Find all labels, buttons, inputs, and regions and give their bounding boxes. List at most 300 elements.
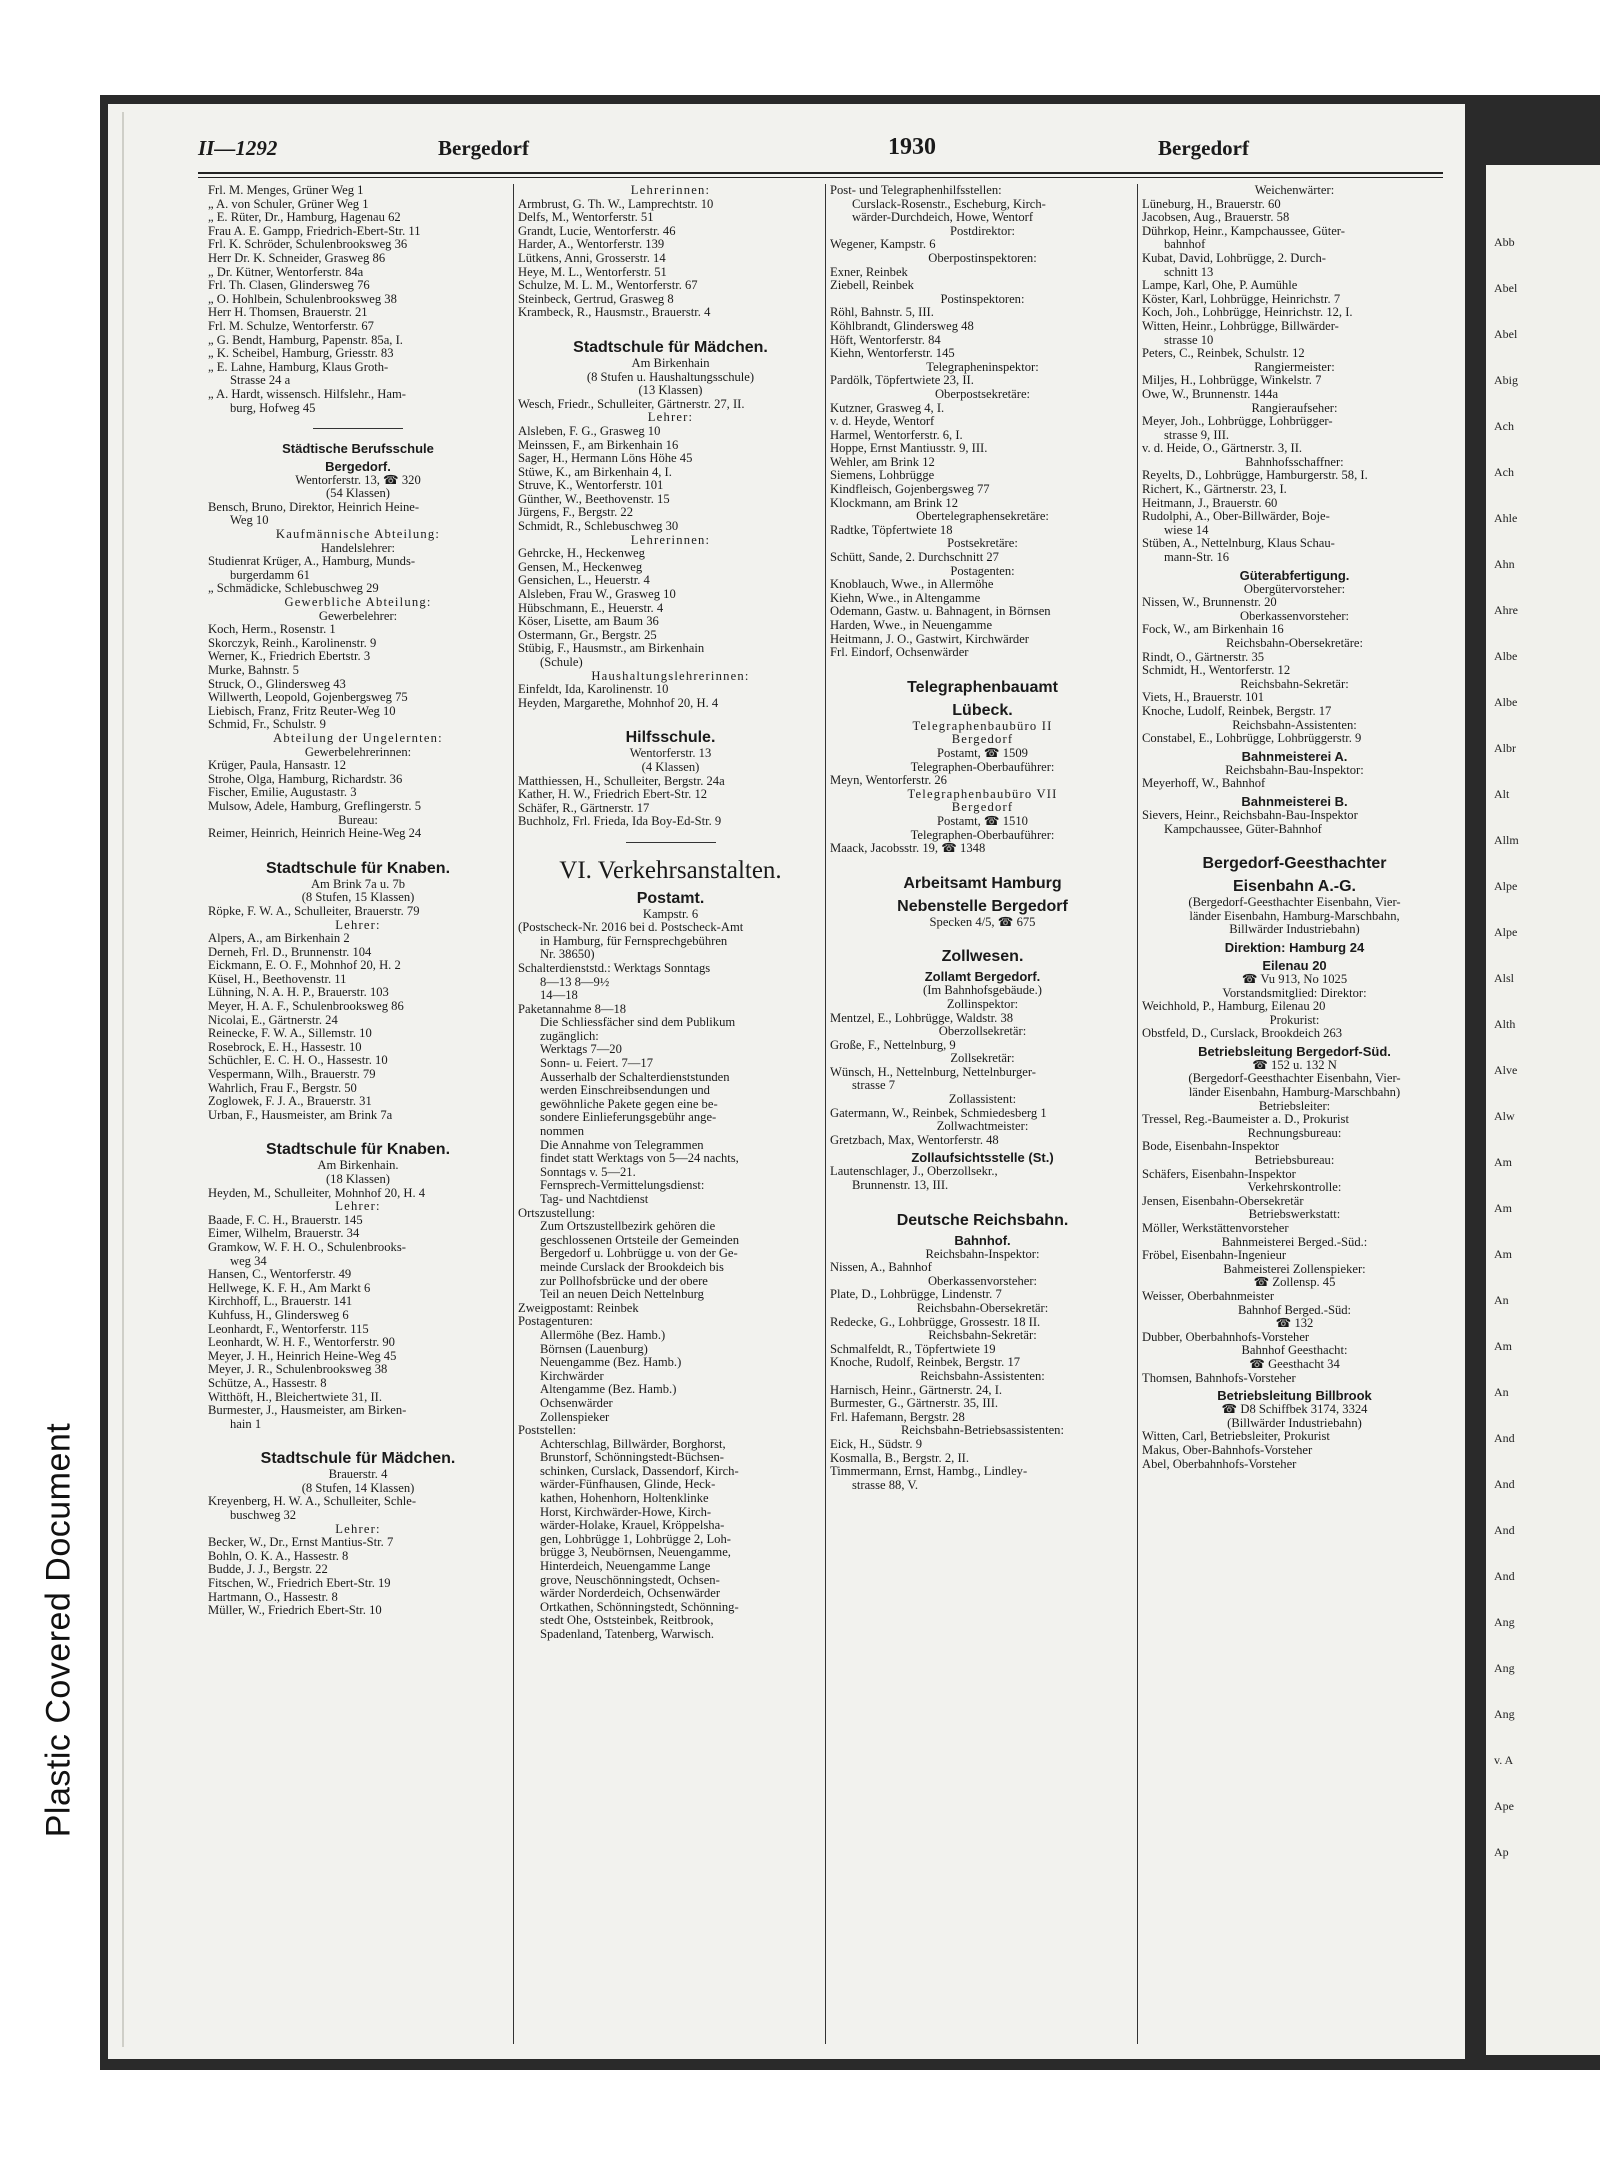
next-page-fragment: Allm xyxy=(1494,833,1519,847)
entry-line: Jürgens, F., Bergstr. 22 xyxy=(518,506,634,520)
centered-line: Postsekretäre: xyxy=(947,537,1018,551)
entry-line: „ G. Bendt, Hamburg, Papenstr. 85a, I. xyxy=(208,333,403,347)
entry-line: Heye, M. L., Wentorferstr. 51 xyxy=(518,265,667,279)
entry-line: Schäfers, Eisenbahn-Inspektor xyxy=(1142,1167,1296,1181)
next-page-fragment: And xyxy=(1494,1523,1515,1537)
entry-line: Hartmann, O., Hassestr. 8 xyxy=(208,1590,338,1604)
centered-line: Oberpostinspektoren: xyxy=(928,251,1037,265)
centered-line: Bureau: xyxy=(338,813,378,827)
column-1 xyxy=(208,184,508,2044)
next-page-fragment: Ach xyxy=(1494,465,1514,479)
entry-line: Rindt, O., Gärtnerstr. 35 xyxy=(1142,650,1265,664)
entry-continuation: werden Einschreibsendungen und xyxy=(540,1084,710,1098)
header-rule-thin xyxy=(198,177,1443,178)
centered-line: Postinspektoren: xyxy=(940,292,1025,306)
entry-continuation: Ortkathen, Schönningstedt, Schönning- xyxy=(540,1600,739,1614)
entry-line: Gretzbach, Max, Wentorferstr. 48 xyxy=(830,1133,999,1147)
entry-continuation: Horst, Kirchwärder-Howe, Kirch- xyxy=(540,1505,712,1519)
next-page-fragment: Ahle xyxy=(1494,511,1518,525)
entry-line: Röpke, F. W. A., Schulleiter, Brauerstr. 79 xyxy=(208,904,420,918)
next-page-fragment: An xyxy=(1494,1293,1509,1307)
centered-line: Rangieraufseher: xyxy=(1251,401,1338,415)
centered-line: Am Birkenhain xyxy=(631,356,710,370)
entry-line: Große, F., Nettelnburg, 9 xyxy=(830,1038,956,1052)
entry-line: Leonhardt, W. H. F., Wentorferstr. 90 xyxy=(208,1336,395,1350)
entry-line: Maack, Jacobsstr. 19, ☎ 1348 xyxy=(830,842,986,856)
entry-continuation: 14—18 xyxy=(540,989,578,1003)
centered-line: Postamt, ☎ 1509 xyxy=(937,746,1028,760)
entry-line: Höft, Wentorferstr. 84 xyxy=(830,333,941,347)
entry-line: Witten, Heinr., Lohbrügge, Billwärder- xyxy=(1142,319,1339,333)
section-heading: Stadtschule für Knaben. xyxy=(265,859,451,877)
entry-line: Reinecke, F. W. A., Sillemstr. 10 xyxy=(208,1027,372,1041)
next-page-fragment: And xyxy=(1494,1569,1515,1583)
subsection-heading: Bahnhof. xyxy=(954,1232,1011,1248)
entry-continuation: nommen xyxy=(540,1125,585,1139)
next-page-fragment: Alth xyxy=(1494,1017,1516,1031)
entry-line: Wesch, Friedr., Schulleiter, Gärtnerstr. 27, II. xyxy=(518,397,745,411)
centered-line: ☎ Geesthacht 34 xyxy=(1249,1357,1340,1371)
entry-line: Studienrat Krüger, A., Hamburg, Munds- xyxy=(208,555,416,569)
entry-line: Hellwege, K. F. H., Am Markt 6 xyxy=(208,1281,371,1295)
entry-line: Struve, K., Wentorferstr. 101 xyxy=(518,479,664,493)
entry-continuation: Nr. 38650) xyxy=(540,948,595,962)
header-year: 1930 xyxy=(888,134,936,160)
entry-continuation: wärder-Durchdeich, Howe, Wentorf xyxy=(852,211,1034,225)
entry-continuation: kathen, Hohenhorn, Holtenklinke xyxy=(540,1492,709,1506)
subsection-heading: Zollaufsichtsstelle (St.) xyxy=(911,1150,1054,1166)
next-page-fragment: Ahn xyxy=(1494,557,1515,571)
centered-line: Bahnhof Berged.-Süd: xyxy=(1237,1303,1352,1317)
entry-line: Timmermann, Ernst, Hambg., Lindley- xyxy=(830,1465,1028,1479)
entry-line: Eimer, Wilhelm, Brauerstr. 34 xyxy=(208,1227,360,1241)
entry-line: Hoppe, Ernst Mantiusstr. 9, III. xyxy=(830,442,988,456)
next-page-fragment: Abel xyxy=(1494,281,1518,295)
centered-line: Reichsbahn-Obersekretäre: xyxy=(1225,637,1364,650)
entry-continuation: Curslack-Rosenstr., Escheburg, Kirch- xyxy=(852,197,1046,211)
next-page-fragment: Alw xyxy=(1494,1109,1515,1123)
centered-line: (Billwärder Industriebahn) xyxy=(1227,1416,1362,1430)
role-heading: Lehrer: xyxy=(335,1200,381,1214)
entry-line: (Postscheck-Nr. 2016 bei d. Postscheck-Amt xyxy=(518,921,744,935)
entry-line: Müller, W., Friedrich Ebert-Str. 10 xyxy=(208,1604,382,1618)
entry-line: Strohe, Olga, Hamburg, Richardstr. 36 xyxy=(208,772,403,786)
entry-line: Harnisch, Heinr., Gärtnerstr. 24, I. xyxy=(830,1383,1003,1397)
entry-line: Alpers, A., am Birkenhain 2 xyxy=(208,932,350,946)
centered-line: Wentorferstr. 13, ☎ 320 xyxy=(295,473,421,487)
section-heading: Nebenstelle Bergedorf xyxy=(897,897,1068,915)
centered-line: Rechnungsbureau: xyxy=(1247,1126,1342,1140)
centered-line: Telegraphen-Oberbauführer: xyxy=(910,760,1055,774)
centered-line: Wentorferstr. 13 xyxy=(629,747,712,761)
centered-line: Zollassistent: xyxy=(948,1093,1017,1107)
entry-continuation: Tag- und Nachtdienst xyxy=(540,1193,649,1206)
entry-line: Schmidt, H., Wentorferstr. 12 xyxy=(1142,664,1291,678)
entry-line: Schäfer, R., Gärtnerstr. 17 xyxy=(518,801,650,815)
column-4 xyxy=(1142,184,1447,2044)
entry-line: Redecke, G., Lohbrügge, Grossestr. 18 II. xyxy=(830,1315,1041,1329)
subsection-heading: Direktion: Hamburg 24 xyxy=(1224,939,1365,955)
entry-line: Wahrlich, Frau F., Bergstr. 50 xyxy=(208,1081,357,1095)
entry-line: Rosebrock, E. H., Hassestr. 10 xyxy=(208,1040,362,1054)
entry-continuation: Sonntags v. 5—21. xyxy=(540,1165,636,1179)
column-3 xyxy=(830,184,1135,2044)
entry-line: Werner, K., Friedrich Ebertstr. 3 xyxy=(208,650,371,664)
entry-line: Einfeldt, Ida, Karolinenstr. 10 xyxy=(518,683,669,697)
column-divider xyxy=(1137,184,1138,2044)
entry-line: Witthöft, H., Bleichertwiete 31, II. xyxy=(208,1390,383,1404)
next-page-fragment: Ap xyxy=(1494,1845,1509,1859)
column-divider xyxy=(825,184,826,2044)
entry-line: Struck, O., Glindersweg 43 xyxy=(208,677,346,691)
entry-line: Kubat, David, Lohbrügge, 2. Durch- xyxy=(1142,251,1326,265)
entry-line: Bohln, O. K. A., Hassestr. 8 xyxy=(208,1549,349,1563)
entry-line: Günther, W., Beethovenstr. 15 xyxy=(518,492,670,506)
header-city-right: Bergedorf xyxy=(1158,136,1249,160)
entry-line: Vespermann, Wilh., Brauerstr. 79 xyxy=(208,1068,376,1082)
header-city-left: Bergedorf xyxy=(438,136,529,160)
column-2 xyxy=(518,184,823,2044)
role-heading: Lehrer: xyxy=(647,411,694,425)
entry-line: „ Schmädicke, Schlebuschweg 29 xyxy=(208,582,379,596)
next-page-fragment: Ang xyxy=(1494,1661,1515,1675)
entry-line: Gensichen, L., Heuerstr. 4 xyxy=(518,574,650,588)
next-page-fragment: v. A xyxy=(1494,1753,1514,1767)
entry-line: Fischer, Emilie, Augustastr. 3 xyxy=(208,786,357,800)
entry-line: „ K. Scheibel, Hamburg, Griesstr. 83 xyxy=(208,347,394,361)
entry-line: Jacobsen, Aug., Brauerstr. 58 xyxy=(1142,211,1290,225)
entry-line: Eickmann, E. O. F., Mohnhof 20, H. 2 xyxy=(208,959,401,973)
page-number: II—1292 xyxy=(198,136,278,160)
entry-continuation: Weg 10 xyxy=(230,514,269,528)
centered-line: länder Eisenbahn, Hamburg-Marschbahn, xyxy=(1189,909,1400,923)
centered-line: Oberkassenvorsteher: xyxy=(927,1274,1038,1288)
role-heading: Abteilung der Ungelernten: xyxy=(273,731,443,745)
entry-line: Ostermann, Gr., Bergstr. 25 xyxy=(518,628,657,642)
entry-continuation: Die Annahme von Telegrammen xyxy=(540,1138,704,1152)
centered-line: Weichenwärter: xyxy=(1254,184,1335,197)
entry-line: Leonhardt, F., Wentorferstr. 115 xyxy=(208,1322,369,1336)
centered-line: Obertelegraphensekretäre: xyxy=(916,510,1049,524)
subsection-heading: Zollamt Bergedorf. xyxy=(924,969,1041,985)
centered-line: Handelslehrer: xyxy=(320,541,396,555)
entry-continuation: 8—13 8—9½ xyxy=(540,975,610,989)
entry-line: Ziebell, Reinbek xyxy=(830,279,914,293)
entry-continuation: Altengamme (Bez. Hamb.) xyxy=(540,1383,677,1397)
section-gap xyxy=(830,660,1135,674)
entry-line: Reimer, Heinrich, Heinrich Heine-Weg 24 xyxy=(208,827,422,841)
entry-line: Möller, Werkstättenvorsteher xyxy=(1142,1222,1289,1235)
entry-line: Schmid, Fr., Schulstr. 9 xyxy=(208,718,326,732)
entry-line: Richert, K., Gärtnerstr. 23, I. xyxy=(1142,483,1287,497)
entry-line: Heyden, Margarethe, Mohnhof 20, H. 4 xyxy=(518,696,719,710)
entry-continuation: wärder Norderdeich, Ochsenwärder xyxy=(540,1587,721,1601)
entry-line: Wünsch, H., Nettelnburg, Nettelnburger- xyxy=(830,1065,1036,1079)
entry-line: Exner, Reinbek xyxy=(830,265,908,279)
entry-line: Heitmann, J., Brauerstr. 60 xyxy=(1142,496,1278,510)
entry-continuation: Spadenland, Tatenberg, Warwisch. xyxy=(540,1628,715,1641)
entry-continuation: Teil an neuen Deich Nettelnburg xyxy=(540,1288,704,1302)
section-heading: Postamt. xyxy=(636,889,705,907)
next-page-fragment: Albe xyxy=(1494,695,1518,709)
next-page-fragment: Ang xyxy=(1494,1615,1515,1629)
next-page-fragment: Am xyxy=(1494,1247,1512,1261)
entry-line: Köhlbrandt, Glindersweg 48 xyxy=(830,319,974,333)
entry-continuation: zur Pollhofsbrücke und der obere xyxy=(540,1274,708,1288)
entry-continuation: Zum Ortszustellbezirk gehören die xyxy=(540,1220,716,1234)
entry-line: Constabel, E., Lohbrügge, Lohbrüggerstr. 9 xyxy=(1142,732,1362,746)
entry-line: Stübig, F., Hausmstr., am Birkenhain xyxy=(518,642,705,656)
entry-line: Knoche, Rudolf, Reinbek, Bergstr. 17 xyxy=(830,1356,1021,1370)
entry-line: Zoglowek, F. J. A., Brauerstr. 31 xyxy=(208,1095,372,1109)
section-gap xyxy=(830,856,1135,870)
centered-line: Oberkassenvorsteher: xyxy=(1239,609,1350,623)
entry-line: Delfs, M., Wentorferstr. 51 xyxy=(518,211,654,225)
centered-line: Verkehrskontrolle: xyxy=(1247,1181,1342,1195)
entry-line: Kutzner, Grasweg 4, I. xyxy=(830,401,945,415)
entry-continuation: strasse 7 xyxy=(852,1079,896,1093)
entry-line: Lühning, N. A. H. P., Brauerstr. 103 xyxy=(208,986,389,1000)
entry-continuation: Bergedorf u. Lohbrügge u. von der Ge- xyxy=(540,1247,738,1261)
entry-line: Skorczyk, Reinh., Karolinenstr. 9 xyxy=(208,636,377,650)
entry-line: Post- und Telegraphenhilfsstellen: xyxy=(830,184,1002,197)
role-heading: Lehrerinnen: xyxy=(630,184,711,197)
entry-line: Armbrust, G. Th. W., Lamprechtstr. 10 xyxy=(518,197,714,211)
entry-line: Derneh, Frl. D., Brunnenstr. 104 xyxy=(208,945,372,959)
entry-line: Kather, H. W., Friedrich Ebert-Str. 12 xyxy=(518,788,708,802)
entry-line: Knoche, Ludolf, Reinbek, Bergstr. 17 xyxy=(1142,704,1332,718)
entry-line: Lautenschlager, J., Oberzollsekr., xyxy=(830,1165,998,1179)
entry-line: Dubber, Oberbahnhofs-Vorsteher xyxy=(1142,1330,1310,1344)
centered-line: (8 Stufen, 15 Klassen) xyxy=(301,891,415,905)
section-heading: Hilfsschule. xyxy=(625,729,716,747)
column-divider xyxy=(513,184,514,2044)
entry-line: Frl. K. Schröder, Schulenbrooksweg 36 xyxy=(208,238,408,252)
entry-line: Nissen, W., Brunnenstr. 20 xyxy=(1142,596,1277,610)
entry-line: Liebisch, Franz, Fritz Reuter-Weg 10 xyxy=(208,704,396,718)
entry-line: Poststellen: xyxy=(518,1424,577,1438)
next-page-fragment: Am xyxy=(1494,1155,1512,1169)
section-gap xyxy=(208,1431,508,1445)
centered-line: (8 Stufen u. Haushaltungsschule) xyxy=(586,370,755,384)
centered-line: Am Brink 7a u. 7b xyxy=(310,877,406,891)
centered-line: Reichsbahn-Assistenten: xyxy=(920,1369,1045,1383)
entry-line: „ E. Rüter, Dr., Hamburg, Hagenau 62 xyxy=(208,211,401,225)
centered-line: Bahmeisterei Zollenspieker: xyxy=(1223,1262,1366,1276)
entry-line: Urban, F., Hausmeister, am Brink 7a xyxy=(208,1108,393,1122)
entry-line: Bode, Eisenbahn-Inspektor xyxy=(1142,1140,1280,1154)
entry-line: Küsel, H., Beethovenstr. 11 xyxy=(208,972,347,986)
entry-line: Wehler, am Brink 12 xyxy=(830,455,935,469)
entry-line: Abel, Oberbahnhofs-Vorsteher xyxy=(1142,1457,1297,1471)
entry-line: Pardölk, Töpfertwiete 23, II. xyxy=(830,374,974,388)
centered-line: Telegrapheninspektor: xyxy=(926,360,1039,374)
centered-line: Reichsbahn-Betriebsassistenten: xyxy=(901,1424,1064,1438)
entry-continuation: burgerdamm 61 xyxy=(230,568,310,582)
role-heading: Telegraphenbaubüro VII xyxy=(907,787,1058,801)
entry-continuation: Zollenspieker xyxy=(540,1410,610,1424)
entry-continuation: bahnhof xyxy=(1164,238,1206,252)
section-gap xyxy=(518,710,823,724)
centered-line: Zollwachtmeister: xyxy=(936,1120,1029,1134)
centered-line: Gewerbelehrerinnen: xyxy=(304,745,412,759)
entry-line: Witten, Carl, Betriebsleiter, Prokurist xyxy=(1142,1430,1330,1444)
entry-line: Gensen, M., Heckenweg xyxy=(518,560,643,574)
entry-continuation: schnitt 13 xyxy=(1164,265,1214,279)
centered-line: Bahnhofsschaffner: xyxy=(1245,455,1344,469)
entry-continuation: Brunstorf, Schönningstedt-Büchsen- xyxy=(540,1451,724,1465)
entry-line: Kindfleisch, Gojenbergsweg 77 xyxy=(830,483,990,497)
next-page-fragment: Alpe xyxy=(1494,879,1518,893)
section-rule xyxy=(208,421,508,435)
section-rule xyxy=(518,835,823,849)
entry-continuation: buschweg 32 xyxy=(230,1509,297,1523)
entry-line: Röhl, Bahnstr. 5, III. xyxy=(830,306,934,320)
next-page-fragment: Ach xyxy=(1494,419,1514,433)
entry-line: Steinbeck, Gertrud, Grasweg 8 xyxy=(518,292,674,306)
header-rule xyxy=(198,172,1443,174)
centered-line: Reichsbahn-Obersekretär: xyxy=(916,1302,1049,1315)
entry-continuation: weg 34 xyxy=(230,1254,267,1268)
next-page-fragment: Alve xyxy=(1494,1063,1518,1077)
next-page-fragment: Alt xyxy=(1494,787,1510,801)
entry-line: Lütkens, Anni, Grosserstr. 14 xyxy=(518,251,666,265)
entry-line: Schütt, Sande, 2. Durchschnitt 27 xyxy=(830,551,999,565)
entry-line: Wegener, Kampstr. 6 xyxy=(830,238,936,252)
centered-line: (Im Bahnhofsgebäude.) xyxy=(923,984,1042,998)
next-page-fragment: Albr xyxy=(1494,741,1516,755)
entry-line: Hübschmann, E., Heuerstr. 4 xyxy=(518,601,664,615)
entry-line: Obstfeld, D., Curslack, Brookdeich 263 xyxy=(1142,1027,1343,1041)
entry-continuation: gewöhnliche Pakete gegen eine be- xyxy=(540,1097,718,1111)
entry-line: Koch, Herm., Rosenstr. 1 xyxy=(208,623,336,637)
centered-line: Reichsbahn-Bau-Inspektor: xyxy=(1225,763,1364,777)
entry-line: Stüben, A., Nettelnburg, Klaus Schau- xyxy=(1142,537,1335,551)
entry-line: Mulsow, Adele, Hamburg, Greflingerstr. 5 xyxy=(208,799,422,813)
subsection-heading: Bahnmeisterei A. xyxy=(1241,748,1348,764)
entry-line: Frl. Th. Clasen, Glindersweg 76 xyxy=(208,279,370,293)
entry-line: „ E. Lahne, Hamburg, Klaus Groth- xyxy=(208,360,389,374)
entry-line: Schmalfeldt, R., Töpfertwiete 19 xyxy=(830,1342,996,1356)
entry-line: Kreyenberg, H. W. A., Schulleiter, Schle- xyxy=(208,1495,417,1509)
entry-continuation: Ausserhalb der Schalterdienststunden xyxy=(540,1070,730,1084)
centered-line: Reichsbahn-Sekretär: xyxy=(1240,677,1349,691)
centered-line: Reichsbahn-Inspektor: xyxy=(925,1247,1040,1261)
centered-line: Bahnhof Geesthacht: xyxy=(1241,1344,1348,1358)
entry-continuation: Achterschlag, Billwärder, Borghorst, xyxy=(540,1437,726,1451)
entry-line: Baade, F. C. H., Brauerstr. 145 xyxy=(208,1213,363,1227)
entry-continuation: Sonn- u. Feiert. 7—17 xyxy=(540,1057,653,1071)
entry-line: Buchholz, Frl. Frieda, Ida Boy-Ed-Str. 9 xyxy=(518,815,722,829)
entry-line: Meinssen, F., am Birkenhain 16 xyxy=(518,438,679,452)
section-heading: Zollwesen. xyxy=(941,948,1024,966)
entry-line: Hansen, C., Wentorferstr. 49 xyxy=(208,1268,352,1282)
entry-line: Becker, W., Dr., Ernst Mantius-Str. 7 xyxy=(208,1536,394,1550)
entry-continuation: wiese 14 xyxy=(1164,523,1209,537)
centered-line: Betriebsleiter: xyxy=(1258,1099,1331,1113)
entry-line: Schmidt, R., Schlebuschweg 30 xyxy=(518,520,679,534)
section-heading: Bergedorf-Geesthachter xyxy=(1202,855,1387,873)
entry-line: Kiehn, Wwe., in Altengamme xyxy=(830,591,981,605)
centered-line: Billwärder Industriebahn) xyxy=(1229,923,1360,937)
page-header xyxy=(198,134,1443,170)
entry-line: Viets, H., Brauerstr. 101 xyxy=(1142,691,1265,705)
centered-line: Specken 4/5, ☎ 675 xyxy=(929,915,1036,929)
section-heading: Deutsche Reichsbahn. xyxy=(896,1211,1069,1229)
next-page-fragment: Am xyxy=(1494,1201,1512,1215)
subsection-heading: Betriebsleitung Bergedorf-Süd. xyxy=(1198,1043,1391,1059)
section-gap xyxy=(830,1193,1135,1207)
entry-line: Bensch, Bruno, Direktor, Heinrich Heine- xyxy=(208,500,420,514)
section-gap xyxy=(518,320,823,334)
entry-line: Reyelts, D., Lohbrügge, Hamburgerstr. 58, I. xyxy=(1142,469,1368,483)
entry-line: Owe, W., Brunnenstr. 144a xyxy=(1142,387,1279,401)
entry-continuation: strasse 9, III. xyxy=(1164,428,1230,442)
section-heading: Stadtschule für Mädchen. xyxy=(573,338,768,356)
entry-line: Sager, H., Hermann Löns Höhe 45 xyxy=(518,452,693,466)
entry-continuation: Brunnenstr. 13, III. xyxy=(852,1179,949,1193)
entry-line: Dührkop, Heinr., Kampchaussee, Güter- xyxy=(1142,224,1345,238)
next-page-fragment: Ahre xyxy=(1494,603,1518,617)
entry-continuation: Fernsprech-Vermittelungsdienst: xyxy=(540,1179,705,1193)
centered-line: ☎ Vu 913, No 1025 xyxy=(1241,972,1348,986)
role-heading: Bergedorf xyxy=(951,733,1014,747)
centered-line: ☎ Zollensp. 45 xyxy=(1253,1276,1336,1290)
centered-line: ☎ 132 xyxy=(1275,1317,1314,1331)
role-heading: Lehrer: xyxy=(335,1522,381,1536)
entry-line: Thomsen, Bahnhofs-Vorsteher xyxy=(1142,1371,1296,1385)
entry-continuation: burg, Hofweg 45 xyxy=(230,401,316,415)
section-heading: Stadtschule für Knaben. xyxy=(265,1141,451,1159)
entry-continuation: Neuengamme (Bez. Hamb.) xyxy=(540,1356,682,1370)
centered-line: Brauerstr. 4 xyxy=(328,1468,388,1482)
section-heading: Lübeck. xyxy=(952,701,1013,719)
entry-line: Kosmalla, B., Bergstr. 2, II. xyxy=(830,1451,969,1465)
entry-line: Gatermann, W., Reinbek, Schmiedesberg 1 xyxy=(830,1106,1047,1120)
entry-line: Nissen, A., Bahnhof xyxy=(830,1261,932,1275)
subsection-heading: Betriebsleitung Billbrook xyxy=(1217,1388,1372,1404)
entry-continuation: Strasse 24 a xyxy=(230,374,291,388)
entry-line: Lüneburg, H., Brauerstr. 60 xyxy=(1142,197,1281,211)
entry-line: Willwerth, Leopold, Gojenbergsweg 75 xyxy=(208,691,408,705)
entry-line: Gehrcke, H., Heckenweg xyxy=(518,547,645,561)
entry-line: Miljes, H., Lohbrügge, Winkelstr. 7 xyxy=(1142,374,1322,388)
role-heading: Telegraphenbaubüro II xyxy=(912,719,1053,733)
role-heading: Gewerbliche Abteilung: xyxy=(284,596,432,610)
entry-continuation: zugänglich: xyxy=(540,1029,599,1043)
entry-line: Schalterdienststd.: Werktags Sonntags xyxy=(518,961,711,975)
subsection-heading: Eilenau 20 xyxy=(1262,957,1327,973)
entry-line: Frl. Eindorf, Ochsenwärder xyxy=(830,646,969,660)
entry-continuation: wärder-Holake, Krauel, Kröppelsha- xyxy=(540,1519,725,1533)
entry-continuation: schinken, Curslack, Dassendorf, Kirch- xyxy=(540,1464,739,1478)
role-heading: Haushaltungslehrerinnen: xyxy=(591,669,750,683)
entry-line: Frl. Hafemann, Bergstr. 28 xyxy=(830,1410,965,1424)
entry-line: Eick, H., Südstr. 9 xyxy=(830,1437,923,1451)
centered-line: Betriebsbureau: xyxy=(1254,1154,1335,1168)
entry-line: Alsleben, Frau W., Grasweg 10 xyxy=(518,588,676,602)
entry-line: Siemens, Lohbrügge xyxy=(830,469,935,483)
entry-line: Rudolphi, A., Ober-Billwärder, Boje- xyxy=(1142,510,1330,524)
entry-line: Meyer, H. A. F., Schulenbrooksweg 86 xyxy=(208,1000,404,1014)
subsection-heading: Güterabfertigung. xyxy=(1239,567,1350,583)
entry-line: Mentzel, E., Lohbrügge, Waldstr. 38 xyxy=(830,1011,1014,1025)
entry-line: Harden, Wwe., in Neuengamme xyxy=(830,619,993,632)
entry-line: „ A. Hardt, wissensch. Hilfslehr., Ham- xyxy=(208,387,406,401)
entry-line: Herr Dr. K. Schneider, Grasweg 86 xyxy=(208,251,386,265)
entry-continuation: hain 1 xyxy=(230,1417,262,1431)
entry-line: Gramkow, W. F. H. O., Schulenbrooks- xyxy=(208,1240,406,1254)
